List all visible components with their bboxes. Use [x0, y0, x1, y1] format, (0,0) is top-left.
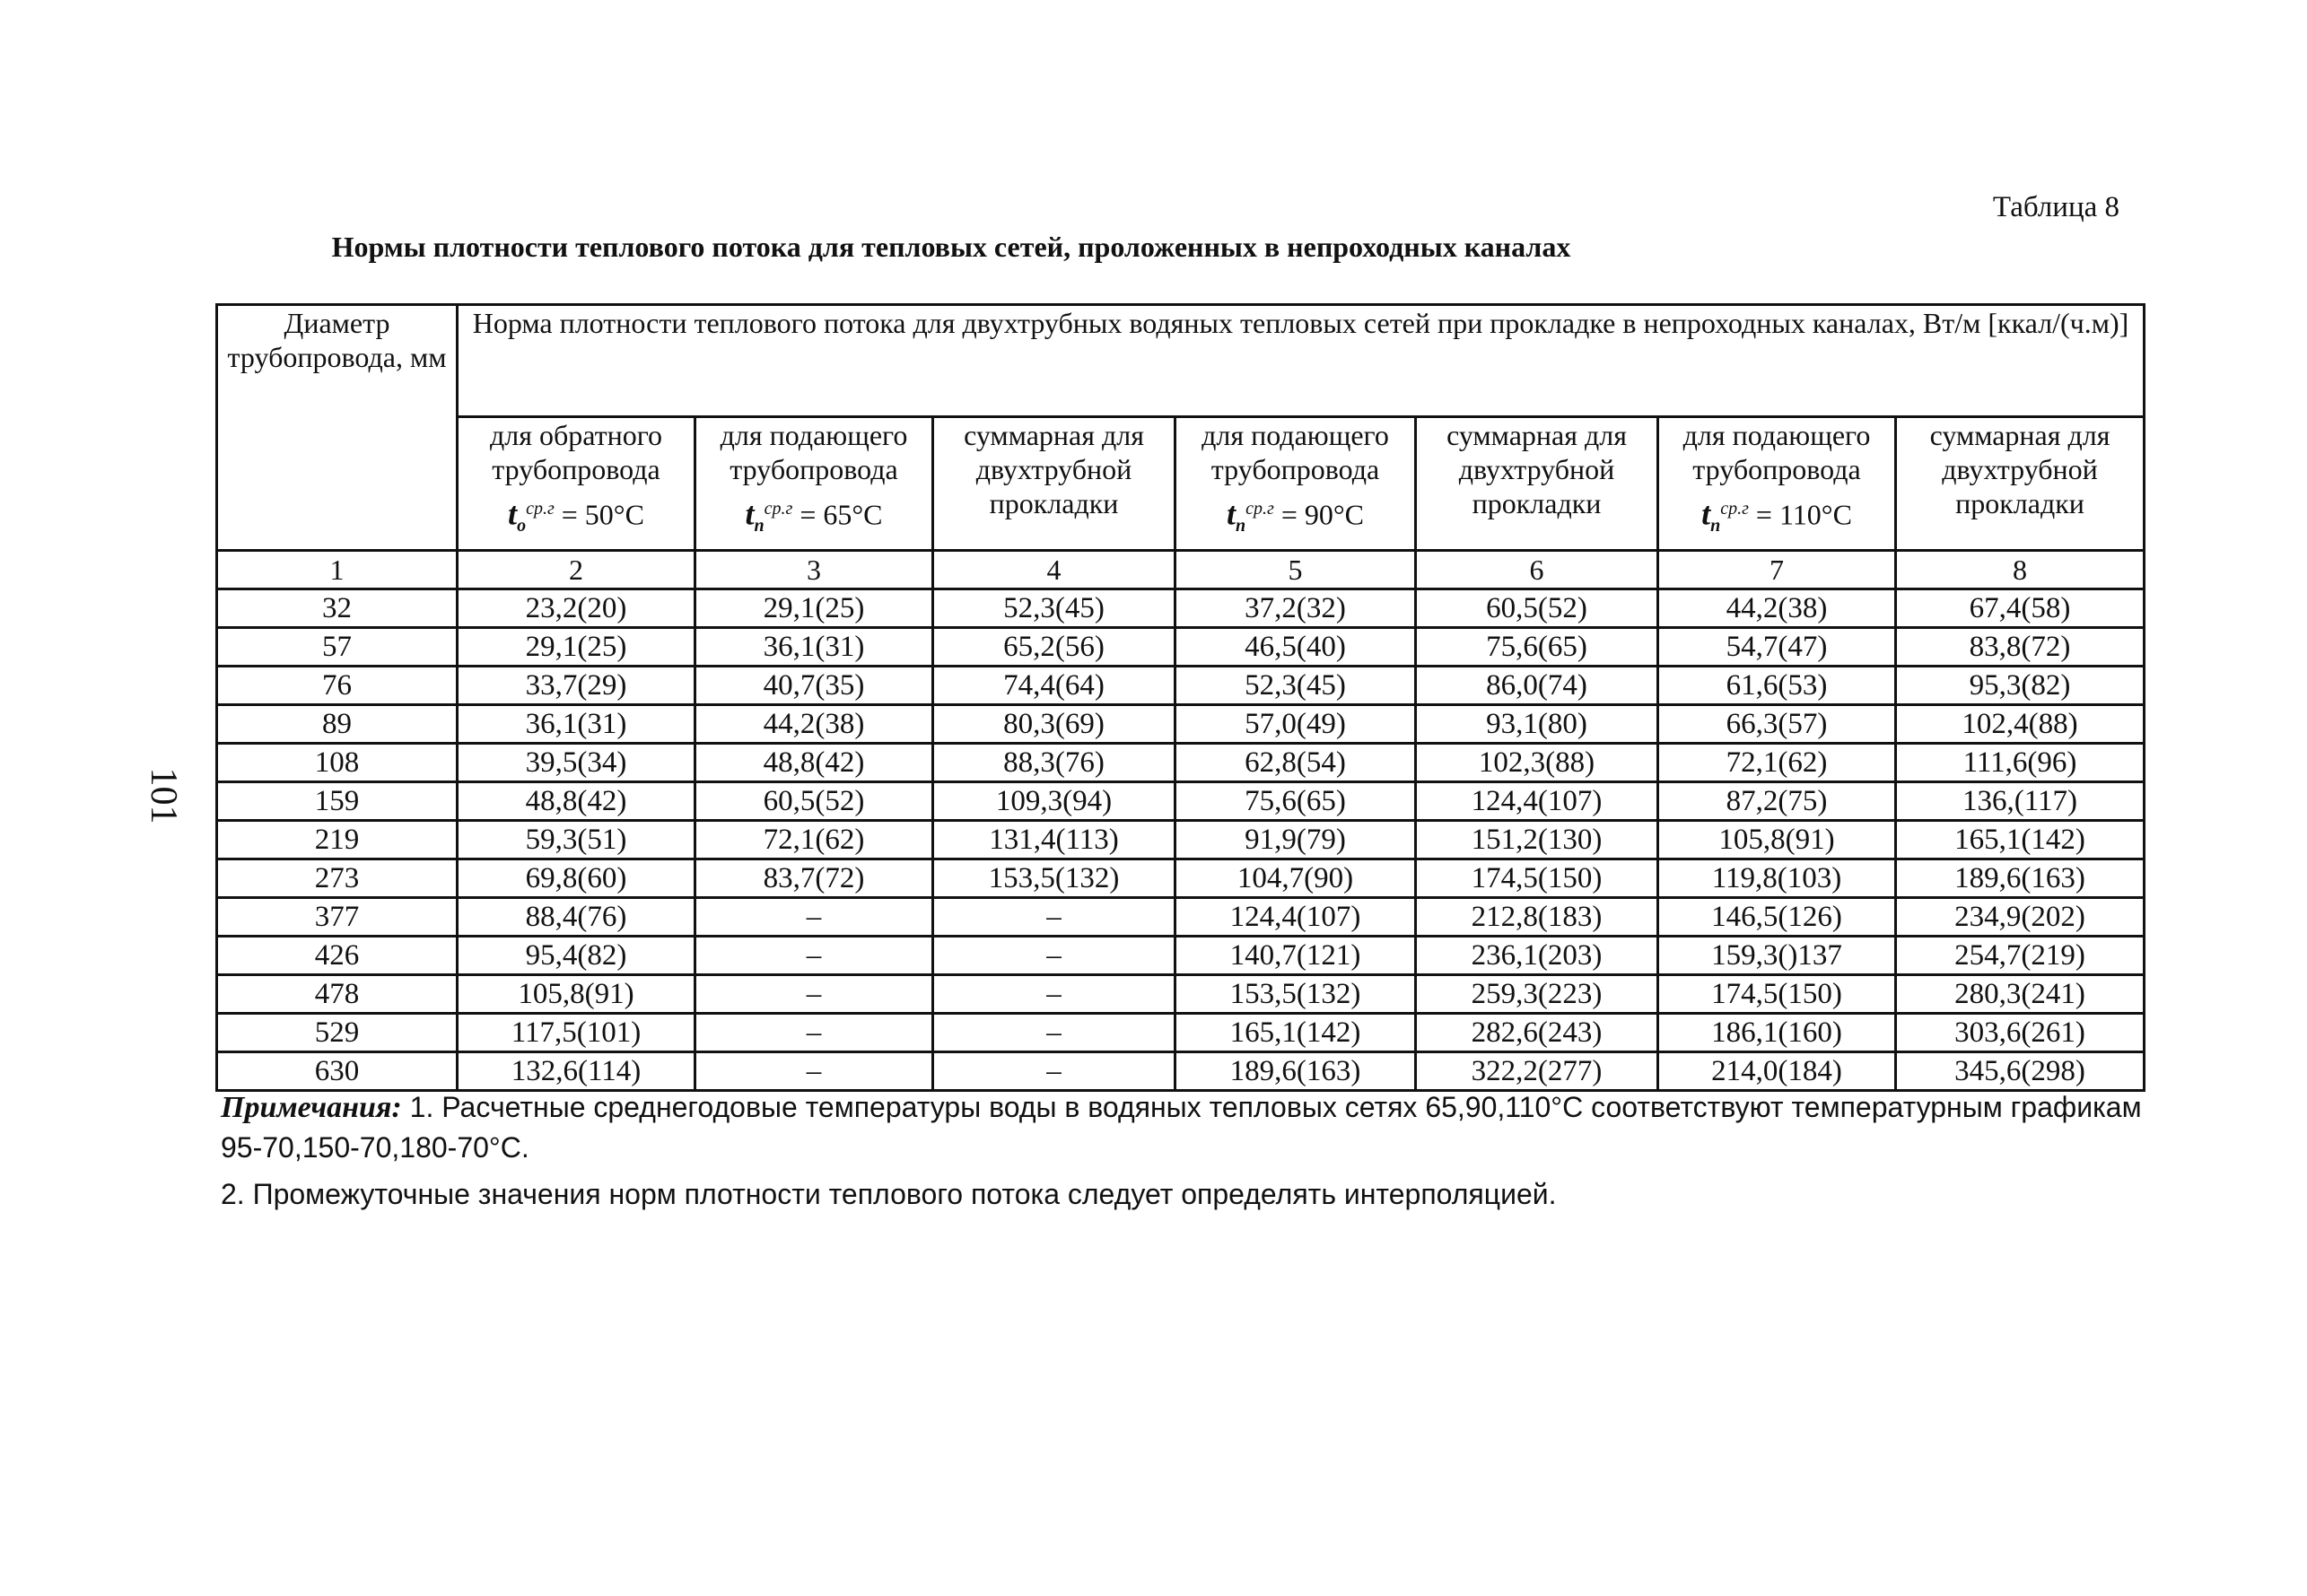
value-cell: 102,4(88) [1896, 705, 2145, 744]
value-cell: 36,1(31) [695, 628, 933, 667]
notes [221, 1087, 2159, 1214]
value-cell: 165,1(142) [1175, 1014, 1416, 1052]
table-row [217, 975, 2145, 1014]
value-cell: 44,2(38) [1658, 589, 1896, 628]
value-cell: 75,6(65) [1175, 782, 1416, 821]
column-number: 4 [933, 551, 1175, 589]
value-cell: 72,1(62) [695, 821, 933, 859]
value-cell: 165,1(142) [1896, 821, 2145, 859]
value-cell: 29,1(25) [458, 628, 695, 667]
sub-header-text: для подающего трубопровода [720, 419, 908, 485]
sub-header-col-6 [1416, 417, 1658, 551]
column-number: 2 [458, 551, 695, 589]
diameter-cell: 108 [217, 744, 458, 782]
formula-value: = 50°С [554, 498, 644, 531]
value-cell: 74,4(64) [933, 667, 1175, 705]
value-cell: 61,6(53) [1658, 667, 1896, 705]
value-cell: 48,8(42) [695, 744, 933, 782]
column-number: 3 [695, 551, 933, 589]
table-row [217, 744, 2145, 782]
column-number: 6 [1416, 551, 1658, 589]
value-cell: 303,6(261) [1896, 1014, 2145, 1052]
sub-header-text: для обратного трубопровода [489, 419, 663, 485]
value-cell: 33,7(29) [458, 667, 695, 705]
sub-header-col-3 [695, 417, 933, 551]
value-cell: 69,8(60) [458, 859, 695, 898]
value-cell: 65,2(56) [933, 628, 1175, 667]
diameter-header: Диаметр трубопровода, мм [217, 305, 458, 551]
formula-value: = 110°С [1748, 498, 1852, 531]
value-cell: 159,3()137 [1658, 937, 1896, 975]
value-cell: 124,4(107) [1416, 782, 1658, 821]
table-row [217, 1052, 2145, 1091]
value-cell: 67,4(58) [1896, 589, 2145, 628]
value-cell: 46,5(40) [1175, 628, 1416, 667]
page-number: 101 [143, 767, 184, 824]
value-cell: – [695, 975, 933, 1014]
value-cell: 186,1(160) [1658, 1014, 1896, 1052]
table-row [217, 821, 2145, 859]
value-cell: 95,3(82) [1896, 667, 2145, 705]
temperature-formula [696, 492, 931, 543]
value-cell: 234,9(202) [1896, 898, 2145, 937]
notes-label: Примечания: [221, 1091, 402, 1124]
value-cell: 105,8(91) [1658, 821, 1896, 859]
sub-header-col-4 [933, 417, 1175, 551]
value-cell: 60,5(52) [695, 782, 933, 821]
value-cell: 23,2(20) [458, 589, 695, 628]
value-cell: 36,1(31) [458, 705, 695, 744]
formula-symbol: t [745, 495, 755, 532]
main-header: Норма плотности теплового потока для двухтрубных водяных тепловых сетей при прокладке в непроходных каналах, Вт/м [ккал/(ч.м)] [458, 305, 2145, 417]
value-cell: 322,2(277) [1416, 1052, 1658, 1091]
value-cell: 48,8(42) [458, 782, 695, 821]
value-cell: 189,6(163) [1896, 859, 2145, 898]
value-cell: 83,7(72) [695, 859, 933, 898]
value-cell: 39,5(34) [458, 744, 695, 782]
formula-subscript: п [1710, 516, 1721, 536]
sub-header-row [217, 417, 2145, 551]
diameter-cell: 89 [217, 705, 458, 744]
value-cell: 88,4(76) [458, 898, 695, 937]
value-cell: 136,(117) [1896, 782, 2145, 821]
formula-subscript: п [754, 516, 765, 536]
value-cell: – [695, 1014, 933, 1052]
table-row [217, 898, 2145, 937]
value-cell: – [933, 975, 1175, 1014]
value-cell: 86,0(74) [1416, 667, 1658, 705]
formula-superscript: ср.г [1245, 499, 1274, 519]
formula-symbol: t [508, 495, 518, 532]
value-cell: – [933, 1014, 1175, 1052]
column-number: 1 [217, 551, 458, 589]
table-row [217, 705, 2145, 744]
value-cell: 109,3(94) [933, 782, 1175, 821]
value-cell: 345,6(298) [1896, 1052, 2145, 1091]
value-cell: 87,2(75) [1658, 782, 1896, 821]
diameter-cell: 426 [217, 937, 458, 975]
value-cell: – [695, 898, 933, 937]
sub-header-col-8 [1896, 417, 2145, 551]
value-cell: 40,7(35) [695, 667, 933, 705]
column-number: 8 [1896, 551, 2145, 589]
temperature-formula [1176, 492, 1414, 543]
value-cell: 236,1(203) [1416, 937, 1658, 975]
column-number-row [217, 551, 2145, 589]
diameter-cell: 529 [217, 1014, 458, 1052]
value-cell: 146,5(126) [1658, 898, 1896, 937]
value-cell: 254,7(219) [1896, 937, 2145, 975]
value-cell: 153,5(132) [933, 859, 1175, 898]
value-cell: 83,8(72) [1896, 628, 2145, 667]
norms-table [215, 303, 2145, 1092]
value-cell: 282,6(243) [1416, 1014, 1658, 1052]
value-cell: 131,4(113) [933, 821, 1175, 859]
formula-symbol: t [1701, 495, 1711, 532]
diameter-cell: 76 [217, 667, 458, 705]
table-label: Таблица 8 [1992, 191, 2119, 223]
value-cell: 174,5(150) [1658, 975, 1896, 1014]
table-row [217, 1014, 2145, 1052]
diameter-cell: 478 [217, 975, 458, 1014]
value-cell: 151,2(130) [1416, 821, 1658, 859]
value-cell: 59,3(51) [458, 821, 695, 859]
page-title: Нормы плотности теплового потока для тепловых сетей, проложенных в непроходных каналах [331, 231, 1571, 263]
sub-header-text: для подающего трубопровода [1202, 419, 1389, 485]
column-number: 7 [1658, 551, 1896, 589]
sub-header-text: для подающего трубопровода [1682, 419, 1871, 485]
table-row [217, 937, 2145, 975]
value-cell: 66,3(57) [1658, 705, 1896, 744]
value-cell: 62,8(54) [1175, 744, 1416, 782]
value-cell: 102,3(88) [1416, 744, 1658, 782]
sub-header-text: суммарная для двухтрубной прокладки [964, 419, 1144, 519]
diameter-cell: 32 [217, 589, 458, 628]
value-cell: 105,8(91) [458, 975, 695, 1014]
value-cell: 153,5(132) [1175, 975, 1416, 1014]
formula-superscript: ср.г [764, 499, 793, 519]
sub-header-col-2 [458, 417, 695, 551]
formula-value: = 90°С [1273, 498, 1364, 531]
note-2: 2. Промежуточные значения норм плотности теплового потока следует определять интерполяцией. [221, 1178, 1557, 1210]
value-cell: 54,7(47) [1658, 628, 1896, 667]
diameter-cell: 273 [217, 859, 458, 898]
value-cell: – [695, 937, 933, 975]
value-cell: 75,6(65) [1416, 628, 1658, 667]
formula-superscript: ср.г [1720, 499, 1749, 519]
value-cell: 111,6(96) [1896, 744, 2145, 782]
diameter-cell: 159 [217, 782, 458, 821]
value-cell: – [695, 1052, 933, 1091]
formula-subscript: о [517, 516, 527, 536]
value-cell: 60,5(52) [1416, 589, 1658, 628]
value-cell: 174,5(150) [1416, 859, 1658, 898]
value-cell: 93,1(80) [1416, 705, 1658, 744]
value-cell: – [933, 937, 1175, 975]
value-cell: 117,5(101) [458, 1014, 695, 1052]
temperature-formula [459, 492, 694, 543]
value-cell: 44,2(38) [695, 705, 933, 744]
temperature-formula [1659, 492, 1894, 543]
column-number: 5 [1175, 551, 1416, 589]
value-cell: 132,6(114) [458, 1052, 695, 1091]
value-cell: 80,3(69) [933, 705, 1175, 744]
formula-symbol: t [1226, 495, 1236, 532]
note-1-text: 1. Расчетные среднегодовые температуры воды в водяных тепловых сетях 65,90,110°С соответствуют температурным графикам 95-70,150-70,180-70°С. [221, 1091, 2142, 1164]
value-cell: – [933, 898, 1175, 937]
note-1 [221, 1087, 2159, 1167]
value-cell: 91,9(79) [1175, 821, 1416, 859]
table-row [217, 782, 2145, 821]
value-cell: – [933, 1052, 1175, 1091]
value-cell: 212,8(183) [1416, 898, 1658, 937]
value-cell: 214,0(184) [1658, 1052, 1896, 1091]
value-cell: 259,3(223) [1416, 975, 1658, 1014]
diameter-cell: 57 [217, 628, 458, 667]
formula-value: = 65°С [792, 498, 883, 531]
value-cell: 104,7(90) [1175, 859, 1416, 898]
sub-header-text: суммарная для двухтрубной прокладки [1929, 419, 2110, 519]
table-row [217, 628, 2145, 667]
value-cell: 52,3(45) [1175, 667, 1416, 705]
value-cell: 57,0(49) [1175, 705, 1416, 744]
table-row [217, 589, 2145, 628]
diameter-cell: 377 [217, 898, 458, 937]
formula-superscript: ср.г [526, 499, 555, 519]
value-cell: 140,7(121) [1175, 937, 1416, 975]
value-cell: 124,4(107) [1175, 898, 1416, 937]
value-cell: 37,2(32) [1175, 589, 1416, 628]
value-cell: 189,6(163) [1175, 1052, 1416, 1091]
value-cell: 29,1(25) [695, 589, 933, 628]
table-row [217, 859, 2145, 898]
value-cell: 95,4(82) [458, 937, 695, 975]
formula-subscript: п [1236, 516, 1246, 536]
value-cell: 72,1(62) [1658, 744, 1896, 782]
sub-header-col-7 [1658, 417, 1896, 551]
value-cell: 280,3(241) [1896, 975, 2145, 1014]
diameter-cell: 219 [217, 821, 458, 859]
value-cell: 88,3(76) [933, 744, 1175, 782]
value-cell: 52,3(45) [933, 589, 1175, 628]
value-cell: 119,8(103) [1658, 859, 1896, 898]
table-row [217, 667, 2145, 705]
sub-header-col-5 [1175, 417, 1416, 551]
sub-header-text: суммарная для двухтрубной прокладки [1446, 419, 1627, 519]
diameter-cell: 630 [217, 1052, 458, 1091]
